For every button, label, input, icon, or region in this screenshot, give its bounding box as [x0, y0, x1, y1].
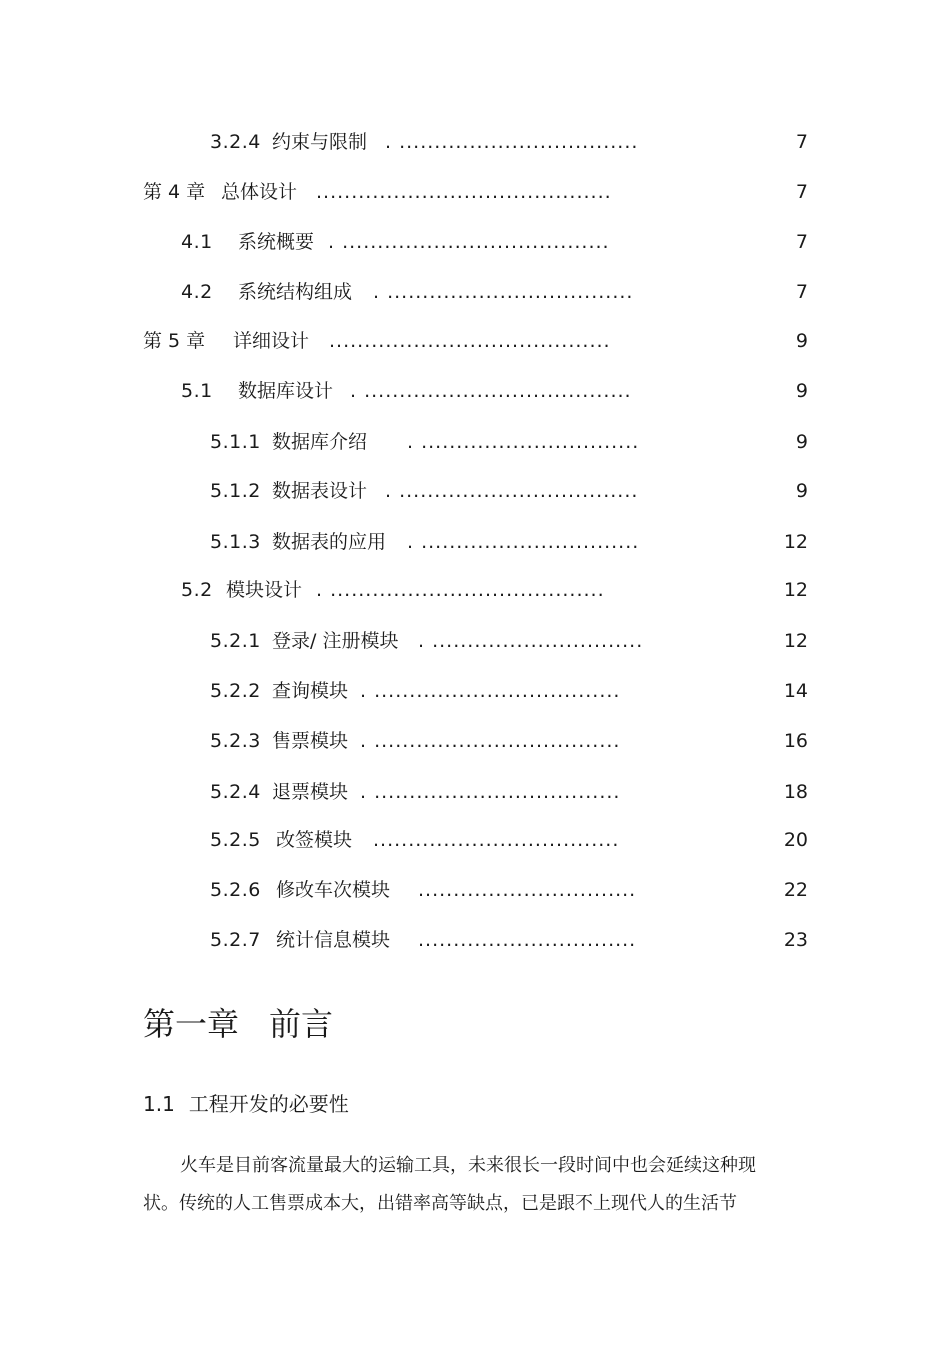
chapter-title: 前言: [269, 1005, 334, 1043]
toc-entry-leader: . ..................................: [385, 131, 639, 153]
toc-entry-number: 5.2.2: [210, 680, 261, 702]
toc-entry-number: 5.2.5: [210, 829, 261, 851]
toc-entry[interactable]: [0, 527, 950, 557]
toc-entry-leader: ..........................................: [316, 181, 612, 203]
toc-entry-title: 系统结构组成: [238, 281, 353, 303]
toc-entry-leader: . ......................................: [350, 380, 632, 402]
toc-entry-page: 9: [795, 380, 808, 402]
toc-entry[interactable]: [0, 277, 950, 307]
toc-entry[interactable]: [0, 825, 950, 855]
toc-entry-number: 5.1.1: [210, 431, 261, 453]
toc-entry-title: 修改车次模块: [276, 879, 391, 901]
toc-entry-title: 总体设计: [221, 181, 298, 203]
toc-entry[interactable]: [0, 676, 950, 706]
body-paragraph-line: 火车是目前客流量最大的运输工具，未来很长一段时间中也会延续这种现: [180, 1155, 756, 1176]
toc-entry[interactable]: [0, 777, 950, 807]
toc-entry-page: 14: [783, 680, 808, 702]
toc-entry-number: 第 5 章: [143, 330, 206, 352]
toc-entry-leader: . ...................................: [360, 730, 621, 752]
toc-entry-leader: . ..................................: [385, 480, 639, 502]
toc-entry-title: 登录/ 注册模块: [272, 630, 399, 652]
toc-entry-leader: . .......................................: [316, 579, 605, 601]
toc-entry-leader: ........................................: [329, 330, 611, 352]
toc-entry-number: 5.2.6: [210, 879, 261, 901]
toc-entry-title: 查询模块: [272, 680, 349, 702]
toc-entry[interactable]: [0, 925, 950, 955]
toc-entry-page: 7: [795, 281, 808, 303]
toc-entry-title: 系统概要: [238, 231, 315, 253]
toc-entry-title: 统计信息模块: [276, 929, 391, 951]
chapter-heading: [143, 1000, 333, 1048]
toc-entry-page: 9: [795, 431, 808, 453]
section-heading: [143, 1088, 349, 1120]
toc-entry[interactable]: [0, 626, 950, 656]
toc-entry-page: 12: [783, 531, 808, 553]
toc-entry-page: 7: [795, 231, 808, 253]
toc-entry-leader: . ...............................: [407, 531, 640, 553]
toc-entry-leader: . ...............................: [407, 431, 640, 453]
toc-entry-page: 18: [783, 781, 808, 803]
toc-entry-title: 数据表的应用: [272, 531, 387, 553]
toc-entry-title: 改签模块: [276, 829, 353, 851]
toc-entry[interactable]: [0, 326, 950, 356]
toc-entry-leader: . ......................................: [328, 231, 610, 253]
body-paragraph-line: 状。传统的人工售票成本大，出错率高等缺点，已是跟不上现代人的生活节: [143, 1193, 737, 1214]
toc-entry-number: 3.2.4: [210, 131, 261, 153]
toc-entry-number: 4.1: [181, 231, 213, 253]
toc-entry[interactable]: [0, 575, 950, 605]
toc-entry[interactable]: [0, 177, 950, 207]
toc-entry-leader: ...............................: [418, 929, 637, 951]
toc-entry-page: 12: [783, 579, 808, 601]
section-number: 1.1: [143, 1092, 175, 1116]
chapter-label: 第一章: [143, 1005, 240, 1043]
toc-entry-number: 5.2.7: [210, 929, 261, 951]
section-title: 工程开发的必要性: [188, 1092, 349, 1116]
toc-entry-leader: . ...................................: [360, 781, 621, 803]
toc-entry-leader: ...............................: [418, 879, 637, 901]
toc-entry[interactable]: [0, 427, 950, 457]
toc-entry[interactable]: [0, 875, 950, 905]
toc-entry-title: 约束与限制: [272, 131, 368, 153]
toc-entry-page: 23: [783, 929, 808, 951]
toc-entry[interactable]: [0, 726, 950, 756]
toc-entry-title: 售票模块: [272, 730, 349, 752]
toc-entry-title: 退票模块: [272, 781, 349, 803]
toc-entry[interactable]: [0, 376, 950, 406]
toc-entry-page: 20: [783, 829, 808, 851]
toc-entry-number: 5.2.3: [210, 730, 261, 752]
toc-entry-leader: . ...................................: [373, 281, 634, 303]
toc-entry-page: 12: [783, 630, 808, 652]
toc-entry-number: 4.2: [181, 281, 213, 303]
toc-entry-page: 7: [795, 181, 808, 203]
toc-entry-page: 22: [783, 879, 808, 901]
toc-entry-page: 7: [795, 131, 808, 153]
toc-entry-number: 5.2: [181, 579, 213, 601]
toc-entry-leader: ...................................: [373, 829, 620, 851]
toc-entry-page: 9: [795, 480, 808, 502]
toc-entry-page: 9: [795, 330, 808, 352]
toc-entry-number: 5.1.3: [210, 531, 261, 553]
toc-entry-number: 第 4 章: [143, 181, 206, 203]
toc-entry[interactable]: [0, 227, 950, 257]
toc-entry[interactable]: [0, 127, 950, 157]
toc-entry-title: 数据表设计: [272, 480, 368, 502]
toc-entry-title: 数据库设计: [238, 380, 334, 402]
toc-entry-title: 模块设计: [226, 579, 303, 601]
toc-entry-number: 5.1: [181, 380, 213, 402]
toc-entry[interactable]: [0, 476, 950, 506]
toc-entry-number: 5.2.1: [210, 630, 261, 652]
toc-entry-title: 详细设计: [233, 330, 310, 352]
toc-entry-page: 16: [783, 730, 808, 752]
toc-entry-number: 5.2.4: [210, 781, 261, 803]
toc-entry-leader: . ...................................: [360, 680, 621, 702]
toc-entry-leader: . ..............................: [418, 630, 644, 652]
toc-entry-number: 5.1.2: [210, 480, 261, 502]
toc-entry-title: 数据库介绍: [272, 431, 368, 453]
